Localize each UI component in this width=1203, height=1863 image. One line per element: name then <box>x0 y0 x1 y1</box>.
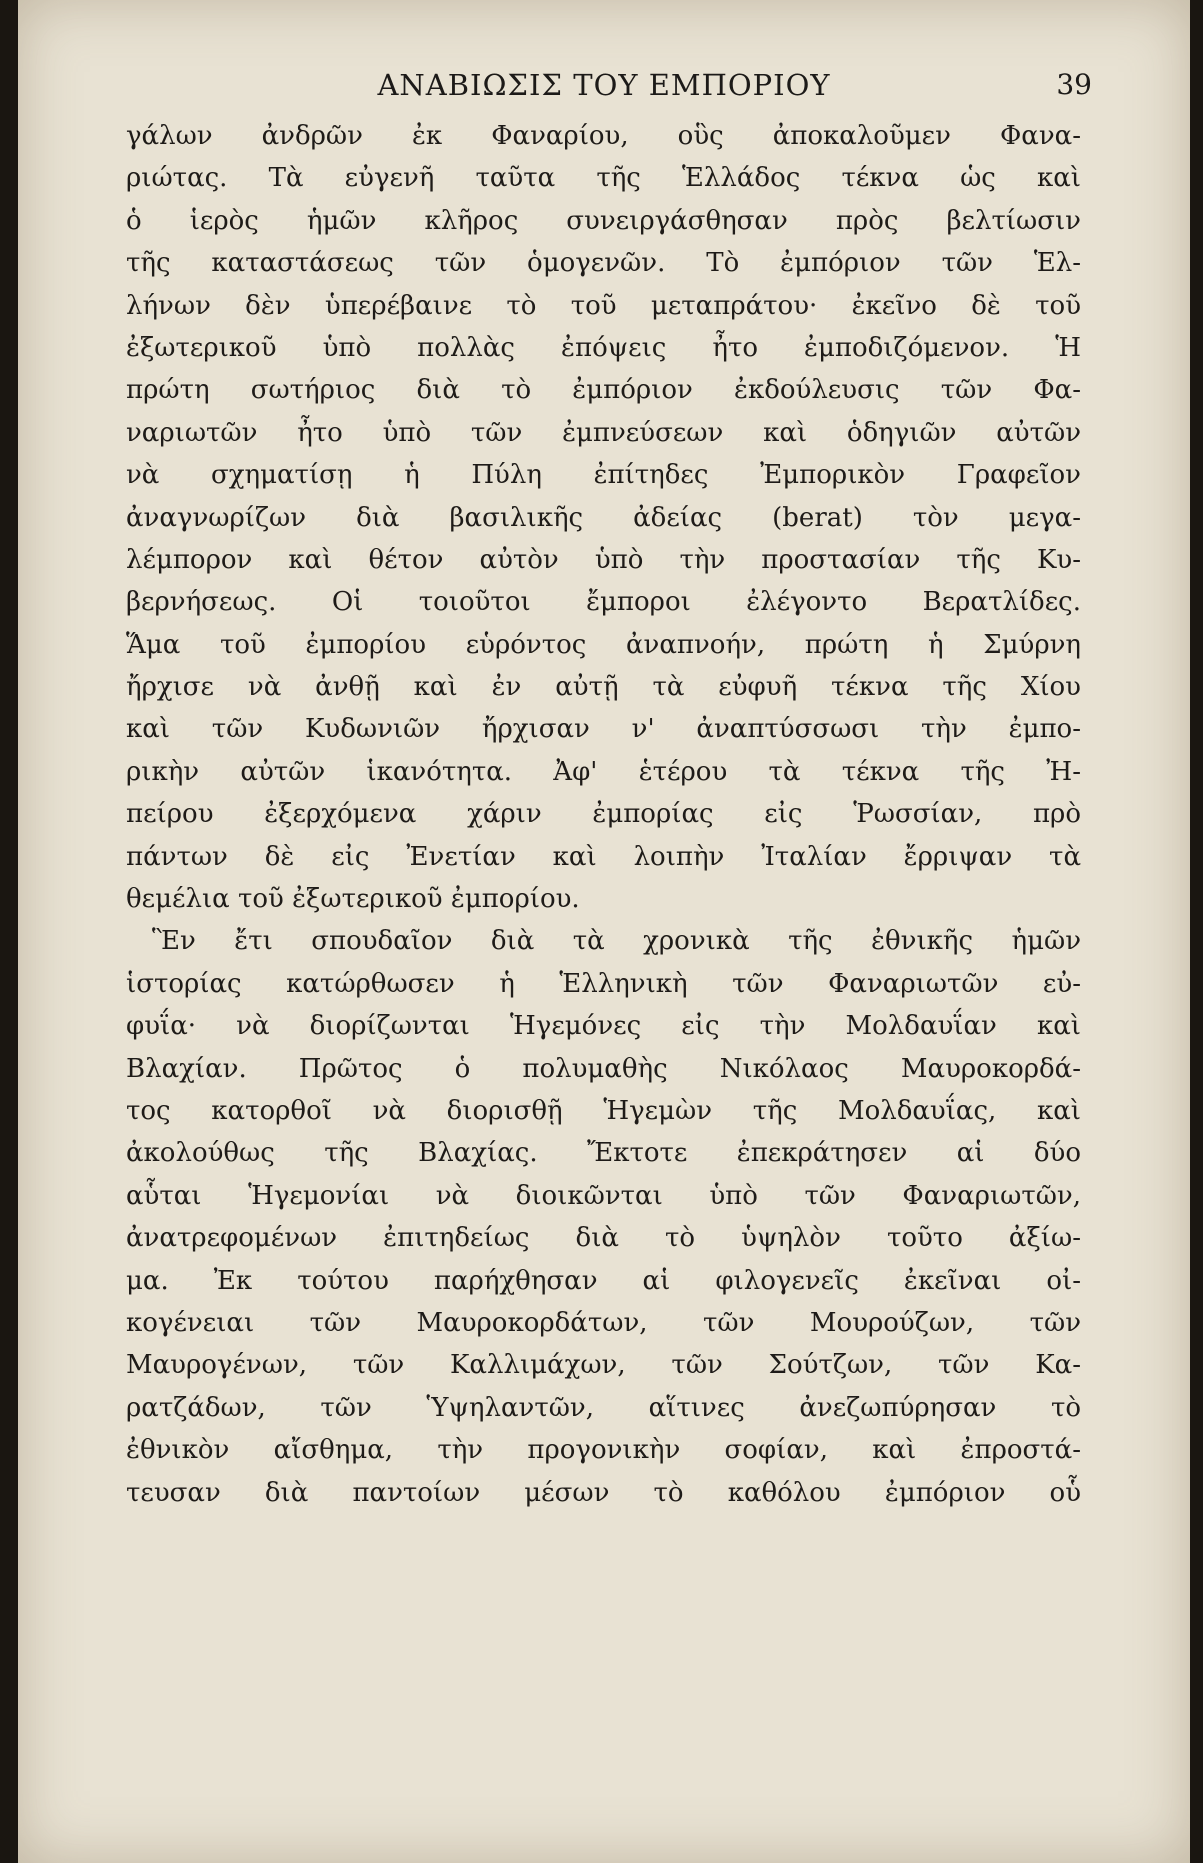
text-line: ριώτας. Τὰ εὐγενῆ ταῦτα τῆς Ἑλλάδος τέκνα ὡς καὶ <box>126 163 1081 194</box>
text-line: ἤρχισε νὰ ἀνθῇ καὶ ἐν αὐτῇ τὰ εὐφυῆ τέκνα τῆς Χίου <box>126 672 1081 703</box>
text-line: βερνήσεως. Οἱ τοιοῦτοι ἔμποροι ἐλέγοντο Βερατλίδες. <box>126 587 1081 618</box>
text-line: ἀκολούθως τῆς Βλαχίας. Ἔκτοτε ἐπεκράτησεν αἱ δύο <box>126 1138 1081 1169</box>
page-number: 39 <box>1056 68 1092 101</box>
text-line: Ἓν ἔτι σπουδαῖον διὰ τὰ χρονικὰ τῆς ἐθνικῆς ἡμῶν <box>152 926 1081 957</box>
running-head <box>18 68 1190 108</box>
page-header-title: ΑΝΑΒΙΩΣΙΣ ΤΟΥ ΕΜΠΟΡΙΟΥ <box>377 68 831 102</box>
text-line: κογένειαι τῶν Μαυροκορδάτων, τῶν Μουρούζων, τῶν <box>126 1307 1081 1338</box>
text-line: πείρου ἐξερχόμενα χάριν ἐμπορίας εἰς Ῥωσσίαν, πρὸ <box>126 799 1081 830</box>
text-line: Ἅμα τοῦ ἐμπορίου εὑρόντος ἀναπνοήν, πρώτη ἡ Σμύρνη <box>126 629 1081 660</box>
text-line: τος κατορθοῖ νὰ διορισθῇ Ἡγεμὼν τῆς Μολδαυΐας, καὶ <box>126 1095 1081 1126</box>
text-line: Μαυρογένων, τῶν Καλλιμάχων, τῶν Σούτζων, τῶν Κα- <box>126 1350 1081 1381</box>
text-line: ἐθνικὸν αἴσθημα, τὴν προγονικὴν σοφίαν, καὶ ἐπροστά- <box>126 1435 1081 1466</box>
text-line: ἐξωτερικοῦ ὑπὸ πολλὰς ἐπόψεις ἦτο ἐμποδιζόμενον. Ἡ <box>126 332 1081 363</box>
text-line: ρικὴν αὐτῶν ἱκανότητα. Ἀφ' ἑτέρου τὰ τέκνα τῆς Ἠ- <box>126 756 1081 787</box>
text-line: πρώτη σωτήριος διὰ τὸ ἐμπόριον ἐκδούλευσις τῶν Φα- <box>126 375 1081 406</box>
text-line: ὁ ἱερὸς ἡμῶν κλῆρος συνειργάσθησαν πρὸς βελτίωσιν <box>126 205 1081 236</box>
text-line: ἀναγνωρίζων διὰ βασιλικῆς ἀδείας (berat) τὸν μεγα- <box>126 502 1081 533</box>
text-line: καὶ τῶν Κυδωνιῶν ἤρχισαν ν' ἀναπτύσσωσι τὴν ἐμπο- <box>126 714 1081 745</box>
body-text <box>126 115 1081 1514</box>
text-line: ρατζάδων, τῶν Ὑψηλαντῶν, αἵτινες ἀνεζωπύρησαν τὸ <box>126 1392 1081 1423</box>
text-line: ἀνατρεφομένων ἐπιτηδείως διὰ τὸ ὑψηλὸν τοῦτο ἀξίω- <box>126 1223 1081 1254</box>
text-line: Βλαχίαν. Πρῶτος ὁ πολυμαθὴς Νικόλαος Μαυροκορδά- <box>126 1053 1081 1084</box>
text-line: ἱστορίας κατώρθωσεν ἡ Ἑλληνικὴ τῶν Φαναριωτῶν εὐ- <box>126 968 1081 999</box>
text-line: γάλων ἀνδρῶν ἐκ Φαναρίου, οὓς ἀποκαλοῦμεν Φανα- <box>126 121 1081 151</box>
book-page <box>18 0 1190 1863</box>
text-line: πάντων δὲ εἰς Ἐνετίαν καὶ λοιπὴν Ἰταλίαν ἔρριψαν τὰ <box>126 841 1081 872</box>
text-line: λήνων δὲν ὑπερέβαινε τὸ τοῦ μεταπράτου· ἐκεῖνο δὲ τοῦ <box>126 290 1081 321</box>
text-line: λέμπορον καὶ θέτον αὐτὸν ὑπὸ τὴν προστασίαν τῆς Κυ- <box>126 544 1081 575</box>
text-line: τῆς καταστάσεως τῶν ὁμογενῶν. Τὸ ἐμπόριον τῶν Ἑλ- <box>126 248 1081 279</box>
text-line: νὰ σχηματίσῃ ἡ Πύλη ἐπίτηδες Ἐμπορικὸν Γραφεῖον <box>126 460 1081 491</box>
text-line: φυΐα· νὰ διορίζωνται Ἡγεμόνες εἰς τὴν Μολδαυΐαν καὶ <box>126 1011 1081 1042</box>
text-line: μα. Ἐκ τούτου παρήχθησαν αἱ φιλογενεῖς ἐκεῖναι οἰ- <box>126 1265 1081 1296</box>
text-line: ναριωτῶν ἦτο ὑπὸ τῶν ἐμπνεύσεων καὶ ὁδηγιῶν αὐτῶν <box>126 417 1081 448</box>
text-line: αὗται Ἡγεμονίαι νὰ διοικῶνται ὑπὸ τῶν Φαναριωτῶν, <box>126 1180 1081 1211</box>
text-line: τευσαν διὰ παντοίων μέσων τὸ καθόλου ἐμπόριον οὗ <box>126 1477 1081 1508</box>
text-line: θεμέλια τοῦ ἐξωτερικοῦ ἐμπορίου. <box>126 884 580 915</box>
